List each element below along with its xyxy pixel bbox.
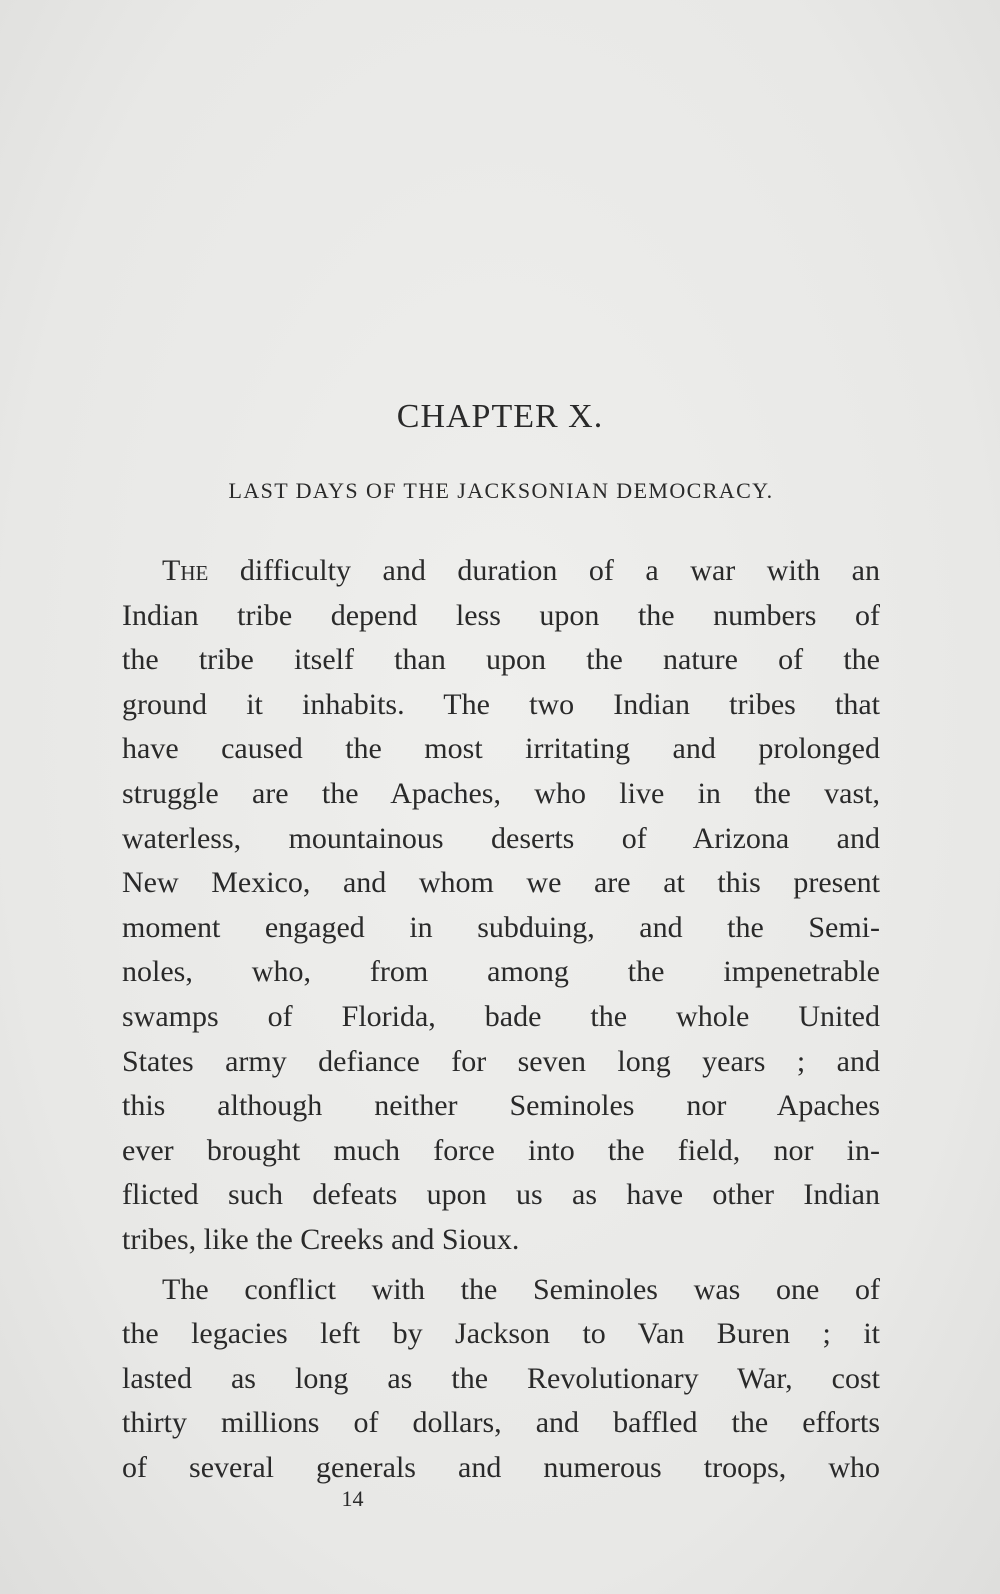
text-line: this although neither Seminoles nor Apaches (122, 1089, 880, 1123)
text-line: thirty millions of dollars, and baffled the efforts (122, 1406, 880, 1440)
text-line: New Mexico, and whom we are at this present (122, 866, 880, 900)
text-line: The conflict with the Seminoles was one of (162, 1272, 880, 1306)
text-line: have caused the most irritating and prolonged (122, 732, 880, 766)
text-line: lasted as long as the Revolutionary War, cost (122, 1361, 880, 1395)
text-line: ground it inhabits. The two Indian tribes that (122, 687, 880, 721)
text-line: swamps of Florida, bade the whole United (122, 999, 880, 1033)
text-line: tribes, like the Creeks and Sioux. (122, 1222, 520, 1256)
drop-lead-word: The (162, 554, 209, 587)
page-number: 14 (341, 1486, 364, 1511)
text-line: States army defiance for seven long years ; and (122, 1044, 880, 1078)
chapter-title: CHAPTER X. (396, 398, 604, 435)
text-line: of several generals and numerous troops, who (122, 1450, 880, 1484)
text-line: the legacies left by Jackson to Van Buren ; it (122, 1317, 880, 1351)
text-line: ever brought much force into the field, nor in- (122, 1133, 880, 1167)
body-text (122, 549, 880, 1490)
text-line: Indian tribe depend less upon the numbers of (122, 598, 880, 632)
text-line: the tribe itself than upon the nature of the (122, 643, 880, 677)
text-line: The difficulty and duration of a war with an (162, 554, 880, 587)
text-line: noles, who, from among the impenetrable (122, 955, 880, 989)
text-line: flicted such defeats upon us as have other Indian (122, 1178, 880, 1212)
text-line: struggle are the Apaches, who live in the vast, (122, 776, 880, 810)
text-line: moment engaged in subduing, and the Semi- (122, 910, 880, 944)
chapter-subtitle: LAST DAYS OF THE JACKSONIAN DEMOCRACY. (228, 478, 774, 503)
text-line: waterless, mountainous deserts of Arizona and (122, 821, 880, 855)
